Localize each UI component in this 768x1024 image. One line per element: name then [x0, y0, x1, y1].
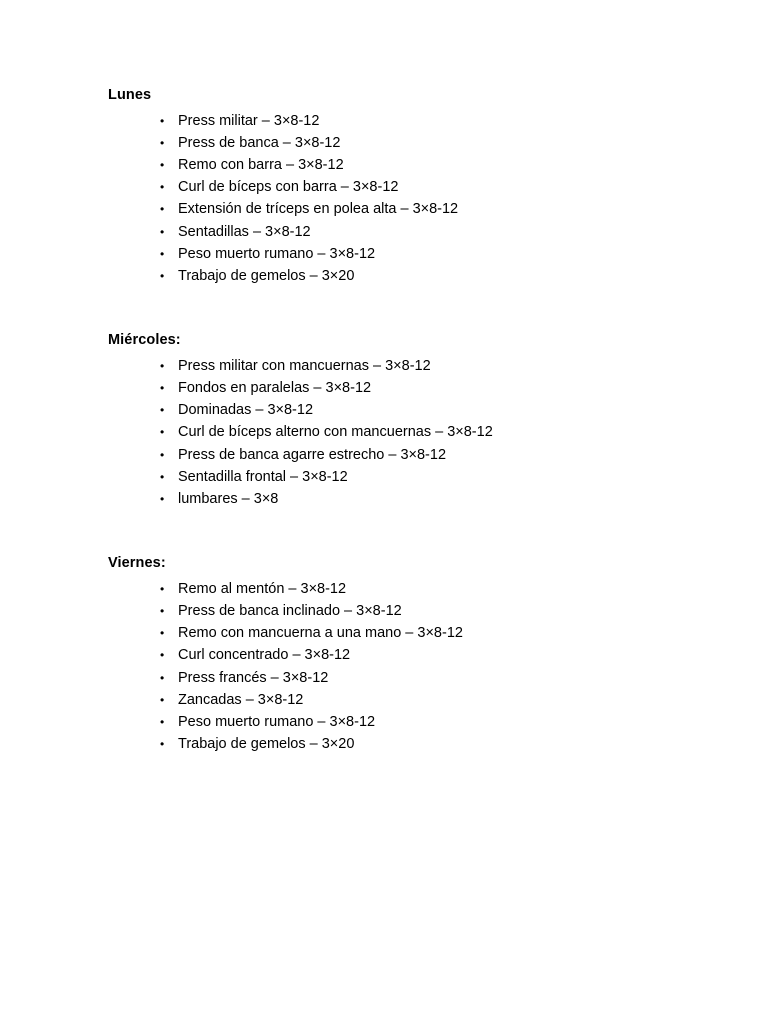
- bullet-icon: •: [160, 491, 165, 506]
- list-item-label: Press militar con mancuernas – 3×8-12: [178, 357, 431, 374]
- list-item-label: Fondos en paralelas – 3×8-12: [178, 379, 372, 396]
- bullet-icon: •: [160, 268, 165, 283]
- bullet-icon: •: [160, 603, 165, 618]
- bullet-icon: •: [160, 670, 165, 685]
- bullet-icon: •: [160, 246, 165, 261]
- section-viernes: [108, 554, 696, 755]
- bullet-icon: •: [160, 737, 165, 752]
- bullet-icon: •: [160, 202, 165, 217]
- list-item-label: Peso muerto rumano – 3×8-12: [178, 245, 376, 262]
- list-item-label: Sentadilla frontal – 3×8-12: [178, 468, 348, 485]
- list-item-label: Remo con mancuerna a una mano – 3×8-12: [178, 625, 463, 642]
- section-spacer: [108, 510, 696, 554]
- list-item-label: lumbares – 3×8: [178, 490, 279, 507]
- bullet-icon: •: [160, 157, 165, 172]
- list-item: [108, 711, 696, 733]
- list-item-label: Dominadas – 3×8-12: [178, 402, 314, 419]
- bullet-icon: •: [160, 113, 165, 128]
- list-item: [108, 421, 696, 443]
- section-miercoles: [108, 331, 696, 510]
- section-lunes: [108, 86, 696, 287]
- list-item-label: Trabajo de gemelos – 3×20: [178, 267, 355, 284]
- exercise-list-viernes: [108, 578, 696, 756]
- list-item: [108, 399, 696, 421]
- bullet-icon: •: [160, 714, 165, 729]
- list-item-label: Curl de bíceps alterno con mancuernas – 3×8-12: [178, 424, 493, 441]
- bullet-icon: •: [160, 469, 165, 484]
- list-item: [108, 355, 696, 377]
- bullet-icon: •: [160, 648, 165, 663]
- list-item: [108, 578, 696, 600]
- list-item: [108, 600, 696, 622]
- list-item: [108, 689, 696, 711]
- list-item: [108, 444, 696, 466]
- list-item: [108, 488, 696, 510]
- list-item-label: Press francés – 3×8-12: [178, 669, 329, 686]
- list-item-label: Press de banca agarre estrecho – 3×8-12: [178, 446, 447, 463]
- list-item: [108, 733, 696, 755]
- bullet-icon: •: [160, 403, 165, 418]
- bullet-icon: •: [160, 581, 165, 596]
- section-heading-lunes: Lunes: [108, 87, 152, 103]
- list-item: [108, 466, 696, 488]
- bullet-icon: •: [160, 224, 165, 239]
- list-item-label: Press de banca – 3×8-12: [178, 134, 341, 151]
- section-heading-miercoles: Miércoles:: [108, 332, 181, 349]
- exercise-list-lunes: [108, 110, 696, 288]
- list-item: [108, 110, 696, 132]
- list-item: [108, 377, 696, 399]
- list-item: [108, 154, 696, 176]
- list-item: [108, 644, 696, 666]
- list-item: [108, 198, 696, 220]
- bullet-icon: •: [160, 380, 165, 395]
- list-item-label: Extensión de tríceps en polea alta – 3×8-12: [178, 201, 459, 218]
- exercise-list-miercoles: [108, 355, 696, 510]
- list-item: [108, 221, 696, 243]
- bullet-icon: •: [160, 447, 165, 462]
- list-item: [108, 265, 696, 287]
- bullet-icon: •: [160, 358, 165, 373]
- list-item-label: Curl concentrado – 3×8-12: [178, 647, 351, 664]
- list-item-label: Remo al mentón – 3×8-12: [178, 580, 347, 597]
- bullet-icon: •: [160, 180, 165, 195]
- bullet-icon: •: [160, 425, 165, 440]
- list-item-label: Peso muerto rumano – 3×8-12: [178, 713, 376, 730]
- list-item-label: Trabajo de gemelos – 3×20: [178, 736, 355, 753]
- section-spacer: [108, 287, 696, 331]
- list-item: [108, 243, 696, 265]
- list-item: [108, 667, 696, 689]
- list-item-label: Sentadillas – 3×8-12: [178, 223, 311, 240]
- list-item-label: Curl de bíceps con barra – 3×8-12: [178, 179, 399, 196]
- list-item: [108, 176, 696, 198]
- list-item-label: Press de banca inclinado – 3×8-12: [178, 602, 402, 619]
- list-item: [108, 132, 696, 154]
- section-heading-viernes: Viernes:: [108, 555, 166, 572]
- list-item-label: Zancadas – 3×8-12: [178, 691, 304, 708]
- bullet-icon: •: [160, 626, 165, 641]
- list-item: [108, 622, 696, 644]
- list-item-label: Press militar – 3×8-12: [178, 112, 320, 129]
- bullet-icon: •: [160, 692, 165, 707]
- list-item-label: Remo con barra – 3×8-12: [178, 156, 344, 173]
- bullet-icon: •: [160, 135, 165, 150]
